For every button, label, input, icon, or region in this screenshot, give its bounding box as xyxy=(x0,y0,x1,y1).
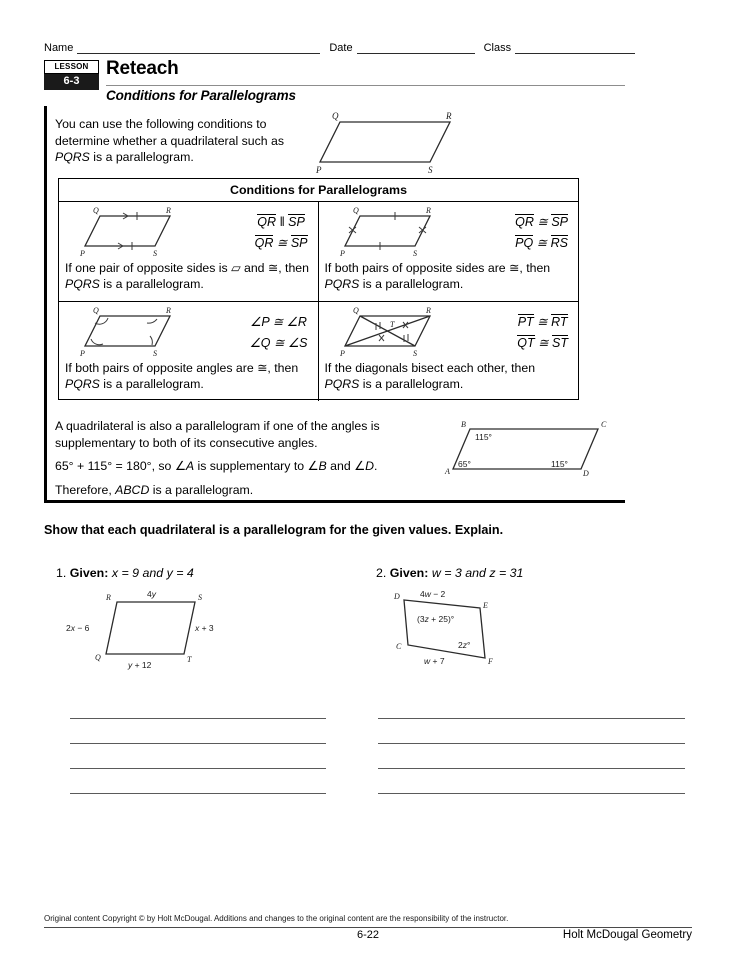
svg-text:Q: Q xyxy=(93,306,99,315)
text-diagonals-bisect: If the diagonals bisect each other, then PQRS is a parallelogram. xyxy=(324,361,536,391)
answer-line[interactable] xyxy=(70,744,326,769)
svg-text:P: P xyxy=(339,249,345,258)
svg-text:4w − 2: 4w − 2 xyxy=(420,589,446,599)
parallelogram-abcd-figure xyxy=(443,416,623,486)
svg-text:x + 3: x + 3 xyxy=(195,623,214,633)
footer-copyright: Original content Copyright © by Holt McDougal. Additions and changes to the original content are the responsibility of the instructor. xyxy=(44,914,509,923)
math-one-pair-opposite-sides: QR ‖ SP QR ≅ SP xyxy=(254,215,308,250)
supplementary-line-1: A quadrilateral is also a parallelogram if one of the angles is supplementary to both of its consecutive angles. xyxy=(55,419,380,450)
svg-text:R: R xyxy=(425,306,431,315)
svg-text:Q: Q xyxy=(93,206,99,215)
svg-text:(3z + 25)°: (3z + 25)° xyxy=(417,614,455,624)
svg-text:A: A xyxy=(445,467,450,476)
page-subtitle: Conditions for Parallelograms xyxy=(106,88,296,103)
lesson-badge-number: 6-3 xyxy=(44,74,99,90)
exercise-2-prompt xyxy=(376,566,523,580)
svg-text:2z°: 2z° xyxy=(458,640,471,650)
conditions-table xyxy=(58,178,579,400)
conditions-row-2 xyxy=(59,302,578,401)
svg-text:T: T xyxy=(187,655,192,664)
lesson-badge xyxy=(44,60,99,90)
lesson-badge-label: LESSON xyxy=(44,60,99,74)
svg-text:Q: Q xyxy=(352,306,359,315)
svg-text:Q: Q xyxy=(352,206,359,215)
svg-text:115°: 115° xyxy=(475,432,492,442)
figure-both-pairs-opposite-angles xyxy=(65,306,213,358)
student-info-line xyxy=(44,38,692,54)
svg-text:P: P xyxy=(80,249,85,258)
text-one-pair-opposite-sides: If one pair of opposite sides is ▱ and ≅, then PQRS is a parallelogram. xyxy=(65,261,309,291)
conditions-table-heading: Conditions for Parallelograms xyxy=(59,179,578,202)
exercise-2-given-label: Given: xyxy=(389,566,429,580)
svg-text:4y: 4y xyxy=(147,589,156,599)
conditions-row-1 xyxy=(59,202,578,302)
math-diagonals-bisect: PT ≅ RT QT ≅ ST xyxy=(517,315,568,350)
exercise-2-answer-lines xyxy=(378,694,685,794)
figure-both-pairs-opposite-sides xyxy=(325,206,473,258)
answer-line[interactable] xyxy=(378,694,685,719)
page-title: Reteach xyxy=(106,58,179,79)
parallelogram-pqrs-figure xyxy=(310,110,480,178)
class-input-rule[interactable] xyxy=(515,42,635,54)
svg-text:D: D xyxy=(394,592,400,601)
svg-text:S: S xyxy=(198,593,202,602)
svg-text:C: C xyxy=(601,420,607,429)
svg-text:Q: Q xyxy=(332,111,339,121)
svg-text:S: S xyxy=(428,165,433,175)
text-both-pairs-opposite-angles: If both pairs of opposite angles are ≅, then PQRS is a parallelogram. xyxy=(65,361,299,391)
svg-text:65°: 65° xyxy=(458,459,471,469)
answer-line[interactable] xyxy=(70,719,326,744)
exercise-1-prompt xyxy=(56,566,194,580)
condition-cell-diagonals-bisect xyxy=(319,302,579,401)
exercise-1-number: 1. xyxy=(56,566,67,580)
exercise-1-given-value: x = 9 and y = 4 xyxy=(111,566,194,580)
exercise-directions: Show that each quadrilateral is a parallelogram for the given values. Explain. xyxy=(44,523,504,537)
svg-text:R: R xyxy=(446,111,452,121)
svg-text:D: D xyxy=(583,469,589,478)
supplementary-explanation xyxy=(55,418,445,505)
date-label: Date xyxy=(329,42,353,54)
footer-divider xyxy=(44,927,692,928)
svg-text:w + 7: w + 7 xyxy=(424,656,445,666)
answer-line[interactable] xyxy=(70,694,326,719)
date-input-rule[interactable] xyxy=(357,42,475,54)
footer-page-number: 6-22 xyxy=(356,929,380,941)
answer-line[interactable] xyxy=(378,719,685,744)
text-both-pairs-opposite-sides: If both pairs of opposite sides are ≅, then PQRS is a parallelogram. xyxy=(324,261,551,291)
condition-cell-both-pairs-opposite-angles xyxy=(59,302,319,401)
math-both-pairs-opposite-sides: QR ≅ SP PQ ≅ RS xyxy=(515,215,568,250)
name-input-rule[interactable] xyxy=(77,42,320,54)
exercise-2-given-value: w = 3 and z = 31 xyxy=(431,566,524,580)
svg-text:Q: Q xyxy=(95,653,101,662)
svg-text:P: P xyxy=(339,349,345,358)
quadrilateral-cdef-figure xyxy=(372,582,597,674)
answer-line[interactable] xyxy=(378,744,685,769)
svg-text:S: S xyxy=(412,249,417,258)
class-label: Class xyxy=(483,42,512,54)
svg-text:R: R xyxy=(166,306,171,315)
exercise-2-number: 2. xyxy=(376,566,387,580)
exercise-1-answer-lines xyxy=(70,694,326,794)
svg-text:R: R xyxy=(106,593,111,602)
supplementary-line-3: Therefore, ABCD is a parallelogram. xyxy=(55,482,254,497)
svg-text:S: S xyxy=(412,349,417,358)
exercise-1-given-label: Given: xyxy=(69,566,109,580)
svg-text:E: E xyxy=(483,601,488,610)
svg-text:C: C xyxy=(396,642,402,651)
svg-text:F: F xyxy=(488,657,493,666)
answer-line[interactable] xyxy=(70,769,326,794)
figure-diagonals-bisect xyxy=(325,306,473,358)
quadrilateral-qrst-figure xyxy=(62,584,287,674)
title-divider xyxy=(106,85,625,86)
supplementary-line-2: 65° + 115° = 180°, so ∠A is supplementary to ∠B and ∠D. xyxy=(55,459,378,473)
svg-text:R: R xyxy=(425,206,431,215)
math-both-pairs-opposite-angles: ∠P ≅ ∠R ∠Q ≅ ∠S xyxy=(249,315,308,350)
footer-brand: Holt McDougal Geometry xyxy=(562,929,692,941)
name-label: Name xyxy=(44,42,74,54)
svg-text:S: S xyxy=(153,249,157,258)
svg-text:R: R xyxy=(166,206,171,215)
svg-text:P: P xyxy=(316,165,322,175)
svg-text:P: P xyxy=(80,349,85,358)
intro-paragraph: You can use the following conditions to determine whether a quadrilateral such as PQRS is a parallelogram. xyxy=(55,117,284,164)
svg-text:S: S xyxy=(153,349,157,358)
answer-line[interactable] xyxy=(378,769,685,794)
svg-text:y + 12: y + 12 xyxy=(128,660,152,670)
figure-one-pair-opposite-sides xyxy=(65,206,213,258)
svg-text:B: B xyxy=(461,420,466,429)
svg-text:T: T xyxy=(389,320,394,329)
condition-cell-both-pairs-opposite-sides xyxy=(319,202,579,301)
svg-text:2x − 6: 2x − 6 xyxy=(66,623,90,633)
condition-cell-one-pair-opposite-sides xyxy=(59,202,319,301)
svg-text:115°: 115° xyxy=(551,459,568,469)
